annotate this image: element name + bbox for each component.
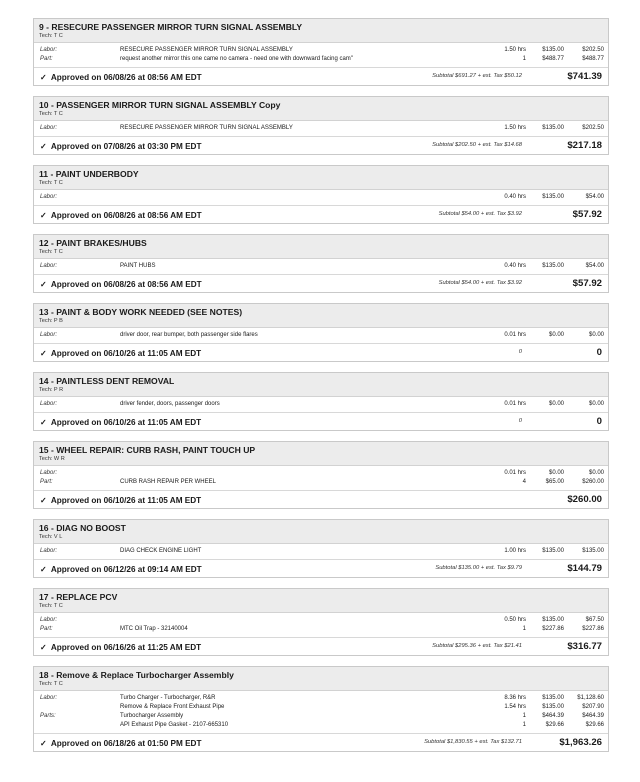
job-card <box>33 441 609 509</box>
line-rate: $135.00 <box>542 194 564 200</box>
line-description: RESECURE PASSENGER MIRROR TURN SIGNAL ASSEMBLY <box>120 47 293 53</box>
approval-status <box>40 348 201 358</box>
job-tech: Tech: T C <box>39 180 63 186</box>
approval-row <box>34 206 608 223</box>
line-description: RESECURE PASSENGER MIRROR TURN SIGNAL ASSEMBLY <box>120 125 293 131</box>
job-card <box>33 96 609 155</box>
job-tech: Tech: W R <box>39 456 65 462</box>
line-description: request another mirror this one came no camera - need one with downward facing cam" <box>120 56 353 62</box>
line-rate: $135.00 <box>542 548 564 554</box>
approval-row <box>34 560 608 577</box>
line-item <box>38 478 604 487</box>
approval-status <box>40 279 202 289</box>
job-title: 16 - DIAG NO BOOST <box>39 523 126 533</box>
line-amount: $135.00 <box>582 548 604 554</box>
line-items <box>34 397 608 413</box>
approval-row <box>34 68 608 85</box>
job-title: 12 - PAINT BRAKES/HUBS <box>39 238 147 248</box>
approval-status <box>40 495 201 505</box>
line-item <box>38 625 604 634</box>
line-description: Turbocharger Assembly <box>120 713 184 719</box>
job-title: 17 - REPLACE PCV <box>39 592 118 602</box>
line-item <box>38 703 604 712</box>
line-amount: $67.50 <box>585 617 604 623</box>
approval-status <box>40 738 201 748</box>
job-tech: Tech: T C <box>39 33 63 39</box>
line-amount: $1,128.60 <box>577 695 604 701</box>
approval-status <box>40 72 202 82</box>
approval-text: Approved on 06/10/26 at 11:05 AM EDT <box>50 349 202 358</box>
approval-text: Approved on 07/08/26 at 03:30 PM EDT <box>50 142 202 151</box>
line-items <box>34 259 608 275</box>
line-type-label: Labor: <box>40 125 58 131</box>
line-type-label: Labor: <box>40 548 58 554</box>
line-description: DIAG CHECK ENGINE LIGHT <box>120 548 202 554</box>
line-type-label: Part: <box>40 479 53 485</box>
line-quantity: 4 <box>522 479 526 485</box>
job-title: 10 - PASSENGER MIRROR TURN SIGNAL ASSEMBLY Copy <box>39 100 281 110</box>
checkmark-icon: ✓ <box>40 349 47 358</box>
approval-text: Approved on 06/10/26 at 11:05 AM EDT <box>50 496 202 505</box>
line-description: PAINT HUBS <box>120 263 156 269</box>
approval-status <box>40 642 201 652</box>
job-title: 13 - PAINT & BODY WORK NEEDED (SEE NOTES) <box>39 307 243 317</box>
line-rate: $0.00 <box>548 470 564 476</box>
job-tech: Tech: T C <box>39 249 63 255</box>
job-total: $741.39 <box>567 71 602 82</box>
job-header <box>34 97 608 121</box>
job-tech: Tech: V L <box>39 534 63 540</box>
line-type-label: Labor: <box>40 401 58 407</box>
job-title: 11 - PAINT UNDERBODY <box>39 169 139 179</box>
job-total: $1,963.26 <box>559 737 602 748</box>
checkmark-icon: ✓ <box>40 418 47 427</box>
line-quantity: 1 <box>522 722 526 728</box>
line-rate: $29.66 <box>545 722 564 728</box>
line-rate: $0.00 <box>548 401 564 407</box>
approval-text: Approved on 06/10/26 at 11:05 AM EDT <box>50 418 202 427</box>
job-total: $57.92 <box>572 278 602 289</box>
job-header <box>34 373 608 397</box>
line-quantity: 1.50 hrs <box>504 47 526 53</box>
job-tech: Tech: T C <box>39 603 63 609</box>
line-amount: $207.90 <box>582 704 604 710</box>
line-rate: $135.00 <box>542 263 564 269</box>
line-quantity: 0.01 hrs <box>504 332 526 338</box>
line-amount: $0.00 <box>588 470 604 476</box>
line-description: driver fender, doors, passenger doors <box>120 401 220 407</box>
checkmark-icon: ✓ <box>40 739 47 748</box>
line-items <box>34 43 608 68</box>
line-rate: $135.00 <box>542 695 564 701</box>
line-type-label: Part: <box>40 56 53 62</box>
line-item <box>38 193 604 202</box>
job-card <box>33 234 609 293</box>
line-amount: $54.00 <box>585 263 604 269</box>
line-item <box>38 694 604 703</box>
approval-text: Approved on 06/12/26 at 09:14 AM EDT <box>50 565 202 574</box>
job-total: $57.92 <box>572 209 602 220</box>
checkmark-icon: ✓ <box>40 496 47 505</box>
line-type-label: Labor: <box>40 695 58 701</box>
job-total: $316.77 <box>567 641 602 652</box>
approval-text: Approved on 06/08/26 at 08:56 AM EDT <box>50 211 202 220</box>
line-type-label: Labor: <box>40 263 58 269</box>
line-items <box>34 121 608 137</box>
subtotal-tax: Subtotal $54.00 + est. Tax $3.92 <box>438 211 522 217</box>
line-amount: $0.00 <box>588 332 604 338</box>
line-quantity: 1 <box>522 626 526 632</box>
approval-text: Approved on 06/18/26 at 01:50 PM EDT <box>50 739 202 748</box>
line-quantity: 1 <box>522 56 526 62</box>
line-item <box>38 55 604 64</box>
checkmark-icon: ✓ <box>40 565 47 574</box>
line-type-label: Labor: <box>40 332 58 338</box>
job-header <box>34 304 608 328</box>
subtotal-tax: 0 <box>518 349 522 355</box>
checkmark-icon: ✓ <box>40 73 47 82</box>
job-header <box>34 166 608 190</box>
job-tech: Tech: T C <box>39 681 63 687</box>
line-item <box>38 712 604 721</box>
approval-row <box>34 137 608 154</box>
approval-text: Approved on 06/08/26 at 08:56 AM EDT <box>50 280 202 289</box>
approval-row <box>34 734 608 751</box>
job-header <box>34 589 608 613</box>
line-rate: $135.00 <box>542 617 564 623</box>
line-quantity: 0.40 hrs <box>504 263 526 269</box>
approval-row <box>34 344 608 361</box>
line-description: Remove & Replace Front Exhaust Pipe <box>120 704 225 710</box>
line-rate: $0.00 <box>548 332 564 338</box>
job-header <box>34 235 608 259</box>
line-items <box>34 613 608 638</box>
line-items <box>34 691 608 734</box>
approval-row <box>34 413 608 430</box>
subtotal-tax: Subtotal $54.00 + est. Tax $3.92 <box>438 280 522 286</box>
job-total: 0 <box>596 347 602 358</box>
subtotal-tax: Subtotal $295.36 + est. Tax $21.41 <box>432 643 522 649</box>
job-tech: Tech: P B <box>39 318 63 324</box>
checkmark-icon: ✓ <box>40 280 47 289</box>
job-title: 9 - RESECURE PASSENGER MIRROR TURN SIGNAL ASSEMBLY <box>39 22 303 32</box>
subtotal-tax: 0 <box>518 418 522 424</box>
job-card <box>33 18 609 86</box>
line-amount: $0.00 <box>588 401 604 407</box>
approval-status <box>40 210 202 220</box>
approval-row <box>34 638 608 655</box>
line-item <box>38 46 604 55</box>
line-quantity: 1 <box>522 713 526 719</box>
job-header <box>34 667 608 691</box>
job-card <box>33 303 609 362</box>
job-card <box>33 588 609 656</box>
line-description: driver door, rear bumper, both passenger side flares <box>120 332 258 338</box>
job-card <box>33 372 609 431</box>
line-rate: $135.00 <box>542 704 564 710</box>
line-item <box>38 262 604 271</box>
line-rate: $135.00 <box>542 47 564 53</box>
approval-text: Approved on 06/08/26 at 08:56 AM EDT <box>50 73 202 82</box>
approval-row <box>34 275 608 292</box>
line-items <box>34 328 608 344</box>
line-quantity: 1.54 hrs <box>504 704 526 710</box>
approval-text: Approved on 06/16/26 at 11:25 AM EDT <box>50 643 202 652</box>
line-item <box>38 616 604 625</box>
line-quantity: 0.01 hrs <box>504 401 526 407</box>
line-type-label: Labor: <box>40 470 58 476</box>
line-rate: $227.86 <box>542 626 564 632</box>
line-amount: $202.50 <box>582 47 604 53</box>
job-title: 14 - PAINTLESS DENT REMOVAL <box>39 376 175 386</box>
subtotal-tax: Subtotal $202.50 + est. Tax $14.68 <box>432 142 522 148</box>
job-header <box>34 19 608 43</box>
line-description: CURB RASH REPAIR PER WHEEL <box>120 479 216 485</box>
line-description: Turbo Charger - Turbocharger, R&R <box>120 695 216 701</box>
line-rate: $488.77 <box>542 56 564 62</box>
line-description: API Exhaust Pipe Gasket - 2107-665310 <box>120 722 229 728</box>
job-card <box>33 666 609 752</box>
approval-status <box>40 141 201 151</box>
line-amount: $464.39 <box>582 713 604 719</box>
line-amount: $488.77 <box>582 56 604 62</box>
job-tech: Tech: P R <box>39 387 64 393</box>
line-rate: $65.00 <box>545 479 564 485</box>
line-item <box>38 331 604 340</box>
job-card <box>33 165 609 224</box>
line-quantity: 0.01 hrs <box>504 470 526 476</box>
line-type-label: Part: <box>40 626 53 632</box>
job-title: 15 - WHEEL REPAIR: CURB RASH, PAINT TOUCH UP <box>39 445 256 455</box>
job-header <box>34 520 608 544</box>
line-item <box>38 124 604 133</box>
line-item <box>38 400 604 409</box>
subtotal-tax: Subtotal $691.27 + est. Tax $50.12 <box>432 73 522 79</box>
line-amount: $227.86 <box>582 626 604 632</box>
line-item <box>38 547 604 556</box>
job-total: 0 <box>596 416 602 427</box>
line-quantity: 1.00 hrs <box>504 548 526 554</box>
subtotal-tax: Subtotal $135.00 + est. Tax $9.79 <box>435 565 522 571</box>
line-quantity: 1.50 hrs <box>504 125 526 131</box>
job-card <box>33 519 609 578</box>
line-description: MTC Oil Trap - 32140004 <box>120 626 188 632</box>
job-tech: Tech: T C <box>39 111 63 117</box>
job-total: $260.00 <box>567 494 602 505</box>
job-title: 18 - Remove & Replace Turbocharger Assembly <box>39 670 234 680</box>
job-total: $217.18 <box>567 140 602 151</box>
line-item <box>38 469 604 478</box>
line-type-label: Labor: <box>40 194 58 200</box>
line-quantity: 0.50 hrs <box>504 617 526 623</box>
line-type-label: Labor: <box>40 617 58 623</box>
line-amount: $202.50 <box>582 125 604 131</box>
line-type-label: Labor: <box>40 47 58 53</box>
line-type-label: Parts: <box>40 713 56 719</box>
line-amount: $29.66 <box>585 722 604 728</box>
checkmark-icon: ✓ <box>40 211 47 220</box>
subtotal-tax: Subtotal $1,830.55 + est. Tax $132.71 <box>424 739 522 745</box>
checkmark-icon: ✓ <box>40 643 47 652</box>
line-items <box>34 190 608 206</box>
line-items <box>34 466 608 491</box>
line-items <box>34 544 608 560</box>
approval-row <box>34 491 608 508</box>
line-quantity: 0.40 hrs <box>504 194 526 200</box>
line-item <box>38 721 604 730</box>
line-rate: $135.00 <box>542 125 564 131</box>
line-amount: $54.00 <box>585 194 604 200</box>
approval-status <box>40 417 201 427</box>
job-total: $144.79 <box>567 563 602 574</box>
job-header <box>34 442 608 466</box>
line-quantity: 8.36 hrs <box>504 695 526 701</box>
checkmark-icon: ✓ <box>40 142 47 151</box>
line-rate: $464.39 <box>542 713 564 719</box>
line-amount: $260.00 <box>582 479 604 485</box>
approval-status <box>40 564 202 574</box>
